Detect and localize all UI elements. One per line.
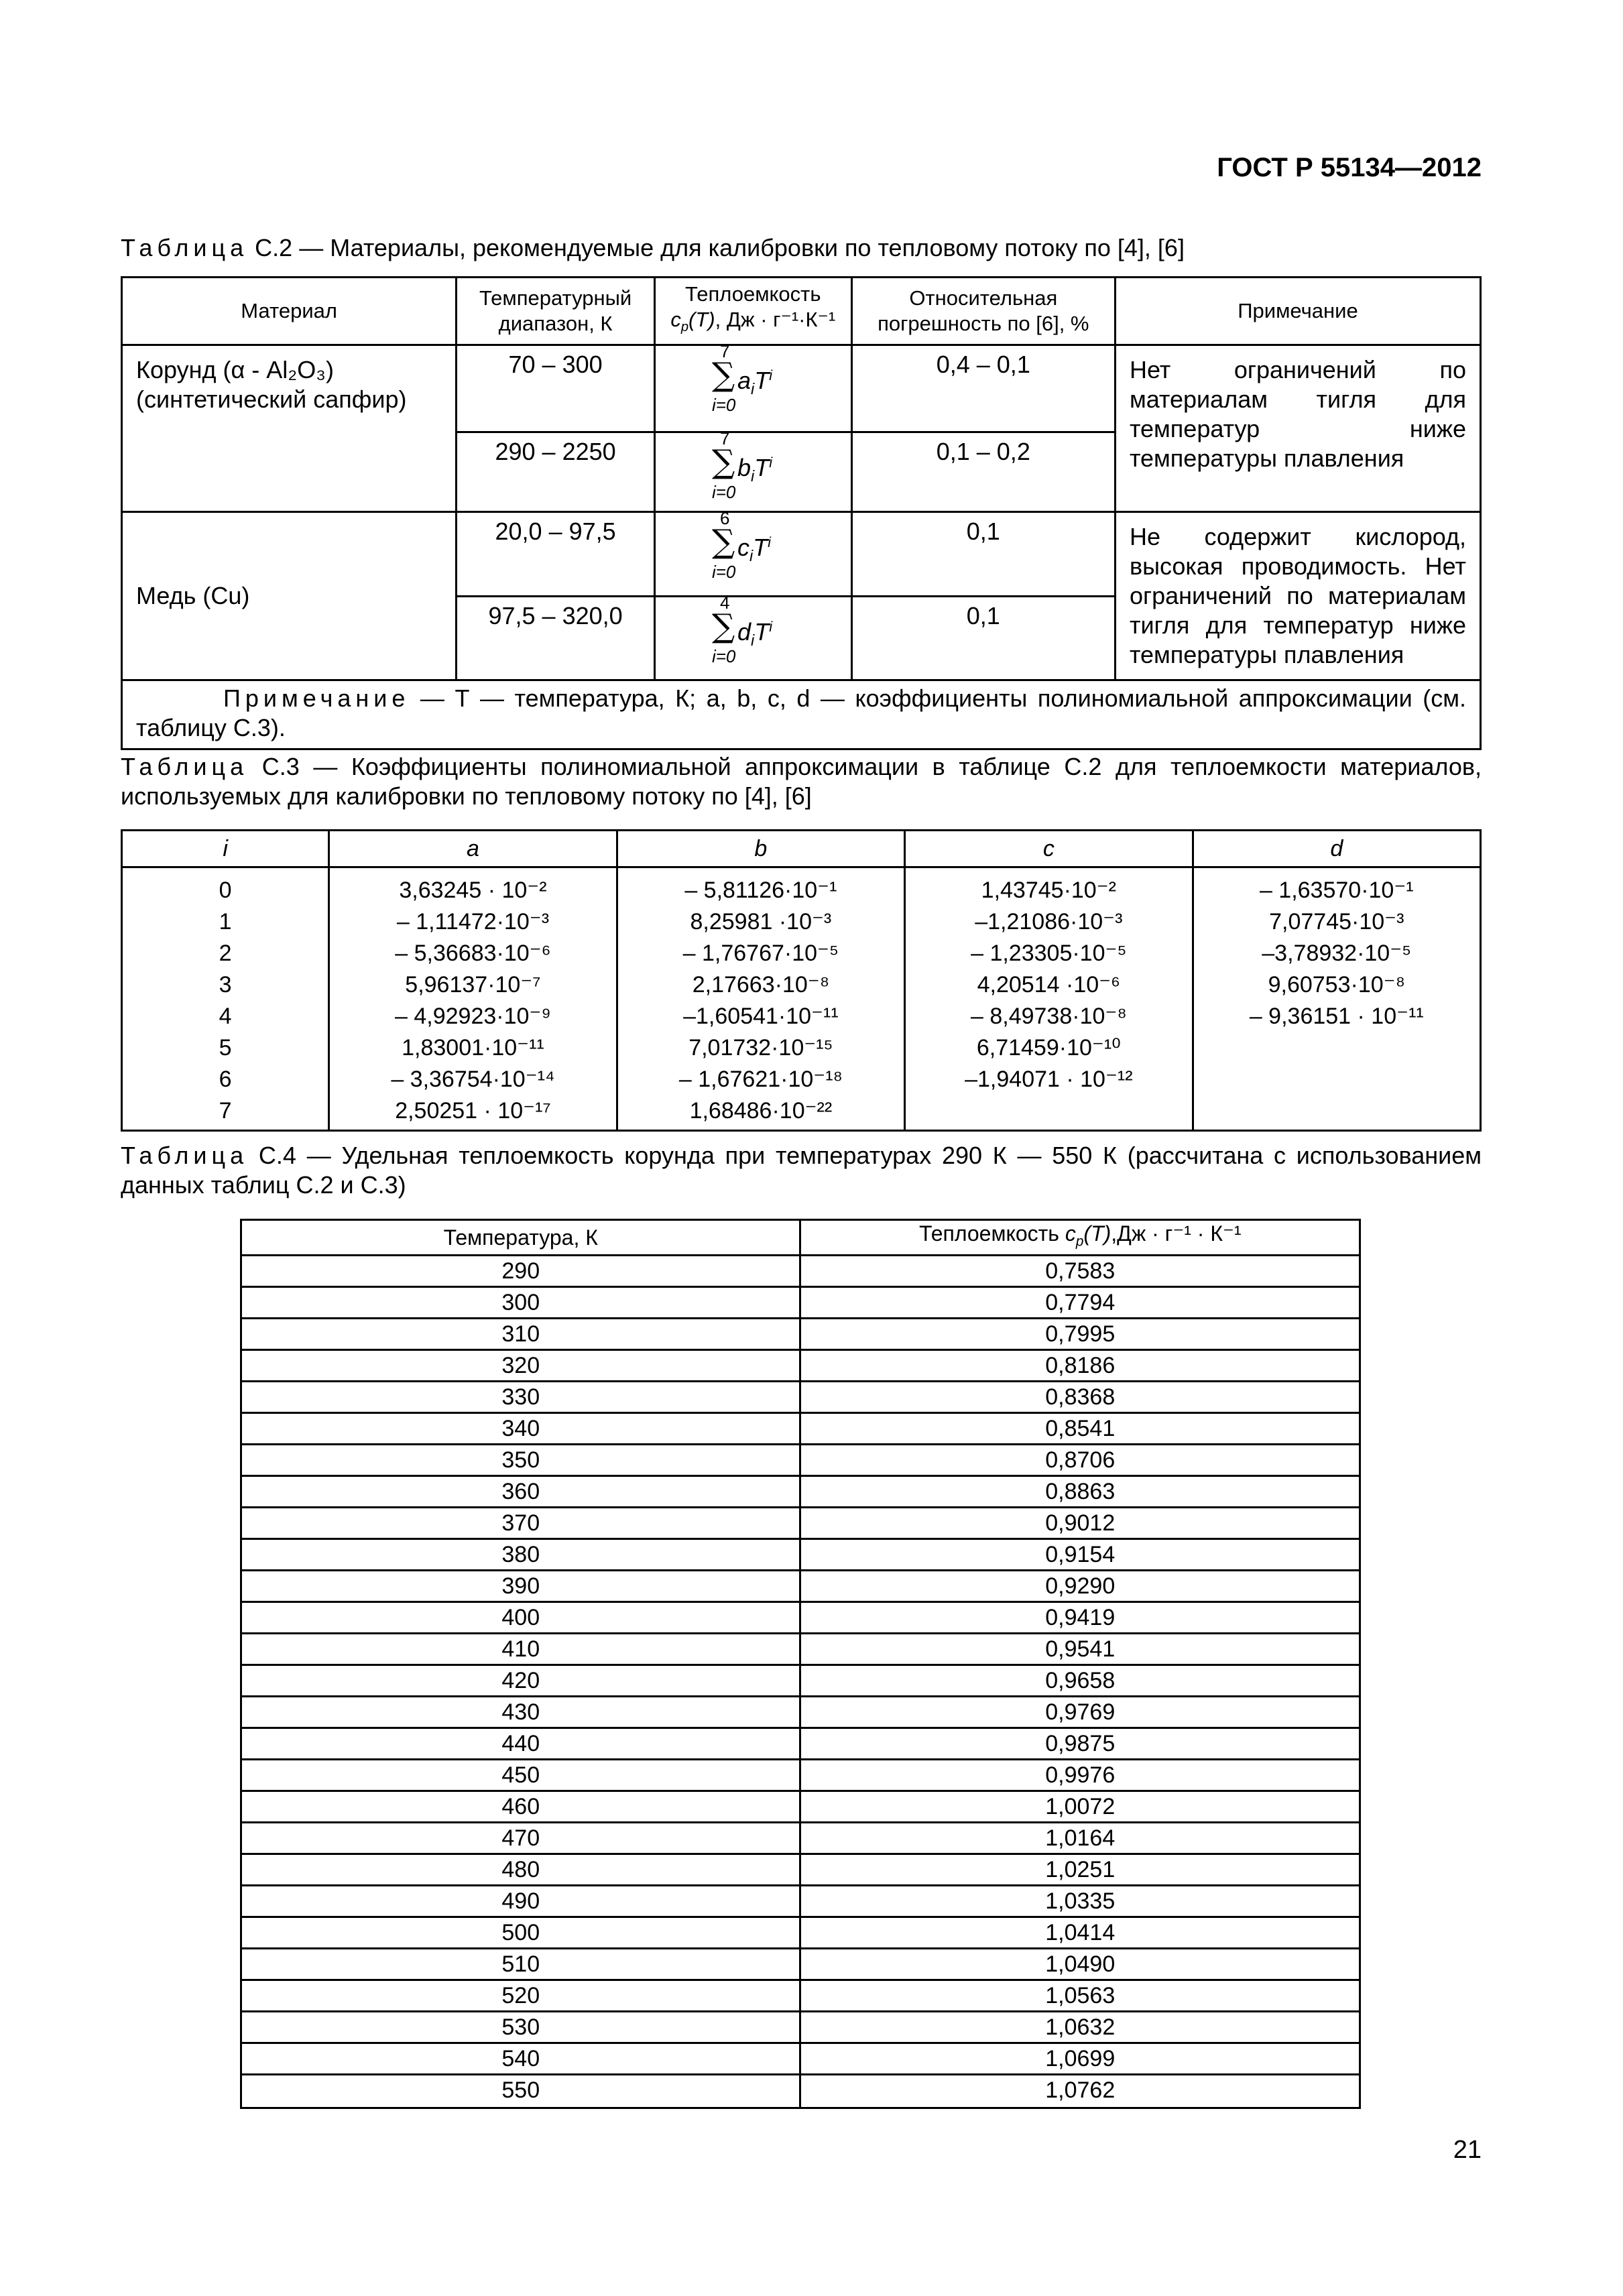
temperature-cell: 340	[241, 1413, 800, 1445]
cell-error: 0,4 – 0,1	[851, 345, 1115, 432]
cell: 7	[219, 1098, 232, 1124]
temperature-cell: 300	[241, 1287, 800, 1319]
temperature-cell: 530	[241, 2012, 800, 2043]
cell: –1,94071 · 10⁻¹²	[965, 1067, 1133, 1092]
temperature-cell: 390	[241, 1571, 800, 1602]
corundum-name: Корунд (α - Al₂O₃)	[136, 356, 334, 383]
table-row	[241, 1571, 1360, 1602]
header-c: c	[905, 831, 1193, 867]
temperature-cell: 460	[241, 1791, 800, 1823]
footnote-label: Примечание	[223, 684, 410, 712]
table-row	[241, 2043, 1360, 2075]
capacity-cell: 1,0490	[800, 1949, 1360, 1980]
table-row	[241, 1665, 1360, 1697]
table-row	[241, 1508, 1360, 1539]
temperature-cell: 520	[241, 1980, 800, 2012]
capacity-cell: 1,0164	[800, 1823, 1360, 1854]
cell-range: 70 – 300	[457, 345, 655, 432]
temperature-cell: 430	[241, 1697, 800, 1728]
table-c3-label: Таблица	[121, 753, 249, 780]
cell: 2,50251 · 10⁻¹⁷	[395, 1098, 551, 1124]
capacity-cell: 1,0699	[800, 2043, 1360, 2075]
temperature-cell: 360	[241, 1476, 800, 1508]
capacity-cell: 1,0072	[800, 1791, 1360, 1823]
column-d	[1193, 867, 1480, 1131]
capacity-cell: 0,9541	[800, 1634, 1360, 1665]
table-row	[241, 1413, 1360, 1445]
cell: 2	[219, 941, 232, 966]
cell: 0	[219, 878, 232, 903]
cell-range: 97,5 – 320,0	[457, 596, 655, 680]
cell: 8,25981 ·10⁻³	[690, 909, 832, 934]
table-c4-label: Таблица	[121, 1142, 249, 1169]
capacity-cell: 0,7995	[800, 1319, 1360, 1350]
capacity-cell: 0,9419	[800, 1602, 1360, 1634]
cell: – 8,49738·10⁻⁸	[970, 1004, 1127, 1029]
table-row	[241, 1728, 1360, 1760]
header-remark: Примечание	[1115, 278, 1480, 345]
capacity-cell: 0,8863	[800, 1476, 1360, 1508]
cell: 1,68486·10⁻²²	[689, 1098, 833, 1124]
column-i	[122, 867, 329, 1131]
cell-range: 290 – 2250	[457, 432, 655, 512]
table-row	[241, 1539, 1360, 1571]
cell-sum-formula: 7 ∑ $b_iT^i$ i=0	[654, 432, 851, 512]
table-footnote-row	[122, 680, 1481, 749]
capacity-cell: 0,7794	[800, 1287, 1360, 1319]
table-row	[241, 1697, 1360, 1728]
capacity-cell: 0,9875	[800, 1728, 1360, 1760]
temperature-cell: 310	[241, 1319, 800, 1350]
table-row	[241, 1287, 1360, 1319]
table-c4-body	[241, 1256, 1360, 2108]
capacity-cell: 1,0251	[800, 1854, 1360, 1886]
temperature-cell: 540	[241, 2043, 800, 2075]
table-c4-caption-text: С.4 — Удельная теплоемкость корунда при температурах 290 К — 550 К (рассчитана с использованием данных таблиц С.2 и С.3)	[121, 1142, 1482, 1199]
cell: – 1,23305·10⁻⁵	[971, 941, 1127, 966]
table-c2-caption	[121, 233, 1482, 263]
sum-upper-limit: 7	[719, 341, 730, 361]
table-row	[241, 1476, 1360, 1508]
cell-sum-formula: 4 ∑ $d_iT^i$ i=0	[654, 596, 851, 680]
standard-number: ГОСТ Р 55134—2012	[1217, 153, 1482, 182]
table-c4	[240, 1219, 1361, 2109]
cell: – 1,76767·10⁻⁵	[682, 941, 839, 966]
table-row	[241, 1823, 1360, 1854]
table-c2-caption-text: C.2 — Материалы, рекомендуемые для калибровки по тепловому потоку по [4], [6]	[255, 234, 1185, 261]
coefficients-body	[122, 867, 1481, 1131]
temperature-cell: 410	[241, 1634, 800, 1665]
sum-coefficient: a	[737, 367, 751, 394]
cell: 1,43745·10⁻²	[981, 878, 1116, 903]
table-row	[241, 1886, 1360, 1917]
table-row	[122, 345, 1481, 432]
cell: 7,01732·10⁻¹⁵	[688, 1035, 833, 1061]
table-c4-caption	[121, 1141, 1482, 1200]
cell-error: 0,1	[851, 596, 1115, 680]
cell-range: 20,0 – 97,5	[457, 512, 655, 597]
sum-upper-limit: 4	[719, 592, 730, 613]
capacity-cell: 0,8541	[800, 1413, 1360, 1445]
cell: 5	[219, 1035, 232, 1061]
table-row	[241, 1791, 1360, 1823]
temperature-cell: 480	[241, 1854, 800, 1886]
sum-upper-limit: 6	[719, 508, 730, 528]
temperature-cell: 400	[241, 1602, 800, 1634]
header-material: Материал	[122, 278, 457, 345]
temperature-cell: 320	[241, 1350, 800, 1382]
table-row	[241, 1350, 1360, 1382]
header-capacity-prefix: Теплоемкость	[685, 282, 821, 306]
cell: 4	[219, 1004, 232, 1029]
table-row	[122, 512, 1481, 597]
cell: 1	[219, 909, 232, 934]
capacity-cell: 0,9012	[800, 1508, 1360, 1539]
cell: – 5,81126·10⁻¹	[684, 878, 837, 903]
cell-sum-formula: 7 ∑ $a_iT^i$ i=0	[654, 345, 851, 432]
capacity-cell: 1,0335	[800, 1886, 1360, 1917]
table-c3-caption-text: С.3 — Коэффициенты полиномиальной аппроксимации в таблице С.2 для теплоемкости материалов, используемых для калибровки по тепловому потоку по [4], [6]	[121, 753, 1482, 810]
temperature-cell: 350	[241, 1445, 800, 1476]
cell: 5,96137·10⁻⁷	[405, 972, 541, 998]
capacity-cell: 1,0414	[800, 1917, 1360, 1949]
temperature-cell: 450	[241, 1760, 800, 1791]
cell: 6	[219, 1067, 232, 1092]
cell: –3,78932·10⁻⁵	[1262, 941, 1412, 966]
table-row	[241, 1854, 1360, 1886]
temperature-cell: 490	[241, 1886, 800, 1917]
table-row	[241, 1382, 1360, 1413]
temperature-cell: 510	[241, 1949, 800, 1980]
temperature-cell: 500	[241, 1917, 800, 1949]
temperature-cell: 290	[241, 1256, 800, 1287]
temperature-cell: 330	[241, 1382, 800, 1413]
header-b: b	[617, 831, 904, 867]
table-row	[241, 2012, 1360, 2043]
header-capacity-unit: Дж · г⁻¹ · К⁻¹	[1117, 1221, 1242, 1246]
temperature-cell: 550	[241, 2075, 800, 2108]
table-c2-footnote	[122, 680, 1481, 749]
capacity-cell: 0,8706	[800, 1445, 1360, 1476]
table-header-row	[122, 831, 1481, 867]
temperature-cell: 440	[241, 1728, 800, 1760]
cell-copper-note: Не содержит кислород, высокая проводимость. Нет ограничений по материалам тигля для температур ниже температуры плавления	[1115, 512, 1480, 680]
header-capacity-unit: Дж · г⁻¹·К⁻¹	[726, 308, 836, 332]
table-header-row	[122, 278, 1481, 345]
cell: – 3,36754·10⁻¹⁴	[391, 1067, 555, 1092]
cell: – 1,63570·10⁻¹	[1259, 878, 1414, 903]
table-row	[241, 1949, 1360, 1980]
cell: – 9,36151 · 10⁻¹¹	[1249, 1004, 1424, 1029]
page-number: 21	[1453, 2136, 1482, 2164]
temperature-cell: 370	[241, 1508, 800, 1539]
cell: – 1,67621·10⁻¹⁸	[678, 1067, 843, 1092]
capacity-cell: 0,9154	[800, 1539, 1360, 1571]
temperature-cell: 470	[241, 1823, 800, 1854]
cell: – 4,92923·10⁻⁹	[395, 1004, 551, 1029]
table-row	[241, 2075, 1360, 2108]
table-row	[241, 1319, 1360, 1350]
temperature-cell: 380	[241, 1539, 800, 1571]
header-temperature: Температура, К	[241, 1220, 800, 1256]
table-c3	[121, 829, 1482, 1132]
table-row	[241, 1445, 1360, 1476]
table-c3-caption	[121, 752, 1482, 811]
header-capacity: Теплоемкость $c_p(T),Дж \cdot г^{-1} \cdot К^{-1}$	[800, 1220, 1360, 1256]
cell: –1,21086·10⁻³	[975, 909, 1123, 934]
capacity-cell: 0,9976	[800, 1760, 1360, 1791]
header-range: Температурный диапазон, К	[457, 278, 655, 345]
header-error: Относительная погрешность по [6], %	[851, 278, 1115, 345]
cell-copper-name: Медь (Cu)	[122, 512, 457, 680]
sum-upper-limit: 7	[719, 428, 730, 448]
cell-error: 0,1 – 0,2	[851, 432, 1115, 512]
cell-error: 0,1	[851, 512, 1115, 597]
cell-sum-formula: 6 ∑ $c_iT^i$ i=0	[654, 512, 851, 597]
table-row	[241, 1634, 1360, 1665]
temperature-cell: 420	[241, 1665, 800, 1697]
header-i: i	[122, 831, 329, 867]
footnote-text: — Т — температура, К; a, b, c, d — коэффициенты полиномиальной аппроксимации (см. таблицу С.3).	[136, 684, 1466, 741]
sum-coefficient: b	[737, 454, 751, 481]
cell: 4,20514 ·10⁻⁶	[977, 972, 1121, 998]
cell: –1,60541·10⁻¹¹	[683, 1004, 839, 1029]
cell-corundum-name	[122, 345, 457, 512]
capacity-cell: 0,8368	[800, 1382, 1360, 1413]
capacity-cell: 1,0632	[800, 2012, 1360, 2043]
capacity-cell: 0,9290	[800, 1571, 1360, 1602]
table-row	[241, 1980, 1360, 2012]
cell: 2,17663·10⁻⁸	[692, 972, 830, 998]
capacity-cell: 0,7583	[800, 1256, 1360, 1287]
cell-corundum-note: Нет ограничений по материалам тигля для температур ниже температуры плавления	[1115, 345, 1480, 512]
cell: 3	[219, 972, 232, 998]
capacity-cell: 1,0762	[800, 2075, 1360, 2108]
cell: 6,71459·10⁻¹⁰	[976, 1035, 1121, 1061]
header-d: d	[1193, 831, 1480, 867]
cell: – 1,11472·10⁻³	[396, 909, 550, 934]
column-b	[617, 867, 904, 1131]
capacity-cell: 0,9658	[800, 1665, 1360, 1697]
table-row	[241, 1256, 1360, 1287]
header-a: a	[329, 831, 617, 867]
table-header-row	[241, 1220, 1360, 1256]
cell: 7,07745·10⁻³	[1269, 909, 1404, 934]
capacity-cell: 1,0563	[800, 1980, 1360, 2012]
header-capacity-prefix: Теплоемкость	[918, 1221, 1059, 1246]
sum-coefficient: c	[737, 534, 749, 561]
column-a	[329, 867, 617, 1131]
sum-coefficient: d	[737, 617, 751, 646]
corundum-name-sub: (синтетический сапфир)	[136, 385, 407, 413]
cell: 1,83001·10⁻¹¹	[402, 1035, 544, 1061]
table-row	[241, 1917, 1360, 1949]
cell: 9,60753·10⁻⁸	[1268, 972, 1405, 998]
capacity-cell: 0,9769	[800, 1697, 1360, 1728]
table-c2	[121, 276, 1482, 750]
cell: 3,63245 · 10⁻²	[399, 878, 547, 903]
column-c	[905, 867, 1193, 1131]
cell: – 5,36683·10⁻⁶	[395, 941, 551, 966]
capacity-cell: 0,8186	[800, 1350, 1360, 1382]
table-row	[241, 1760, 1360, 1791]
table-c2-label: Таблица	[121, 234, 249, 261]
header-capacity: Теплоемкость $c_p(T)$, Дж · г⁻¹·К⁻¹	[654, 278, 851, 345]
table-row	[241, 1602, 1360, 1634]
